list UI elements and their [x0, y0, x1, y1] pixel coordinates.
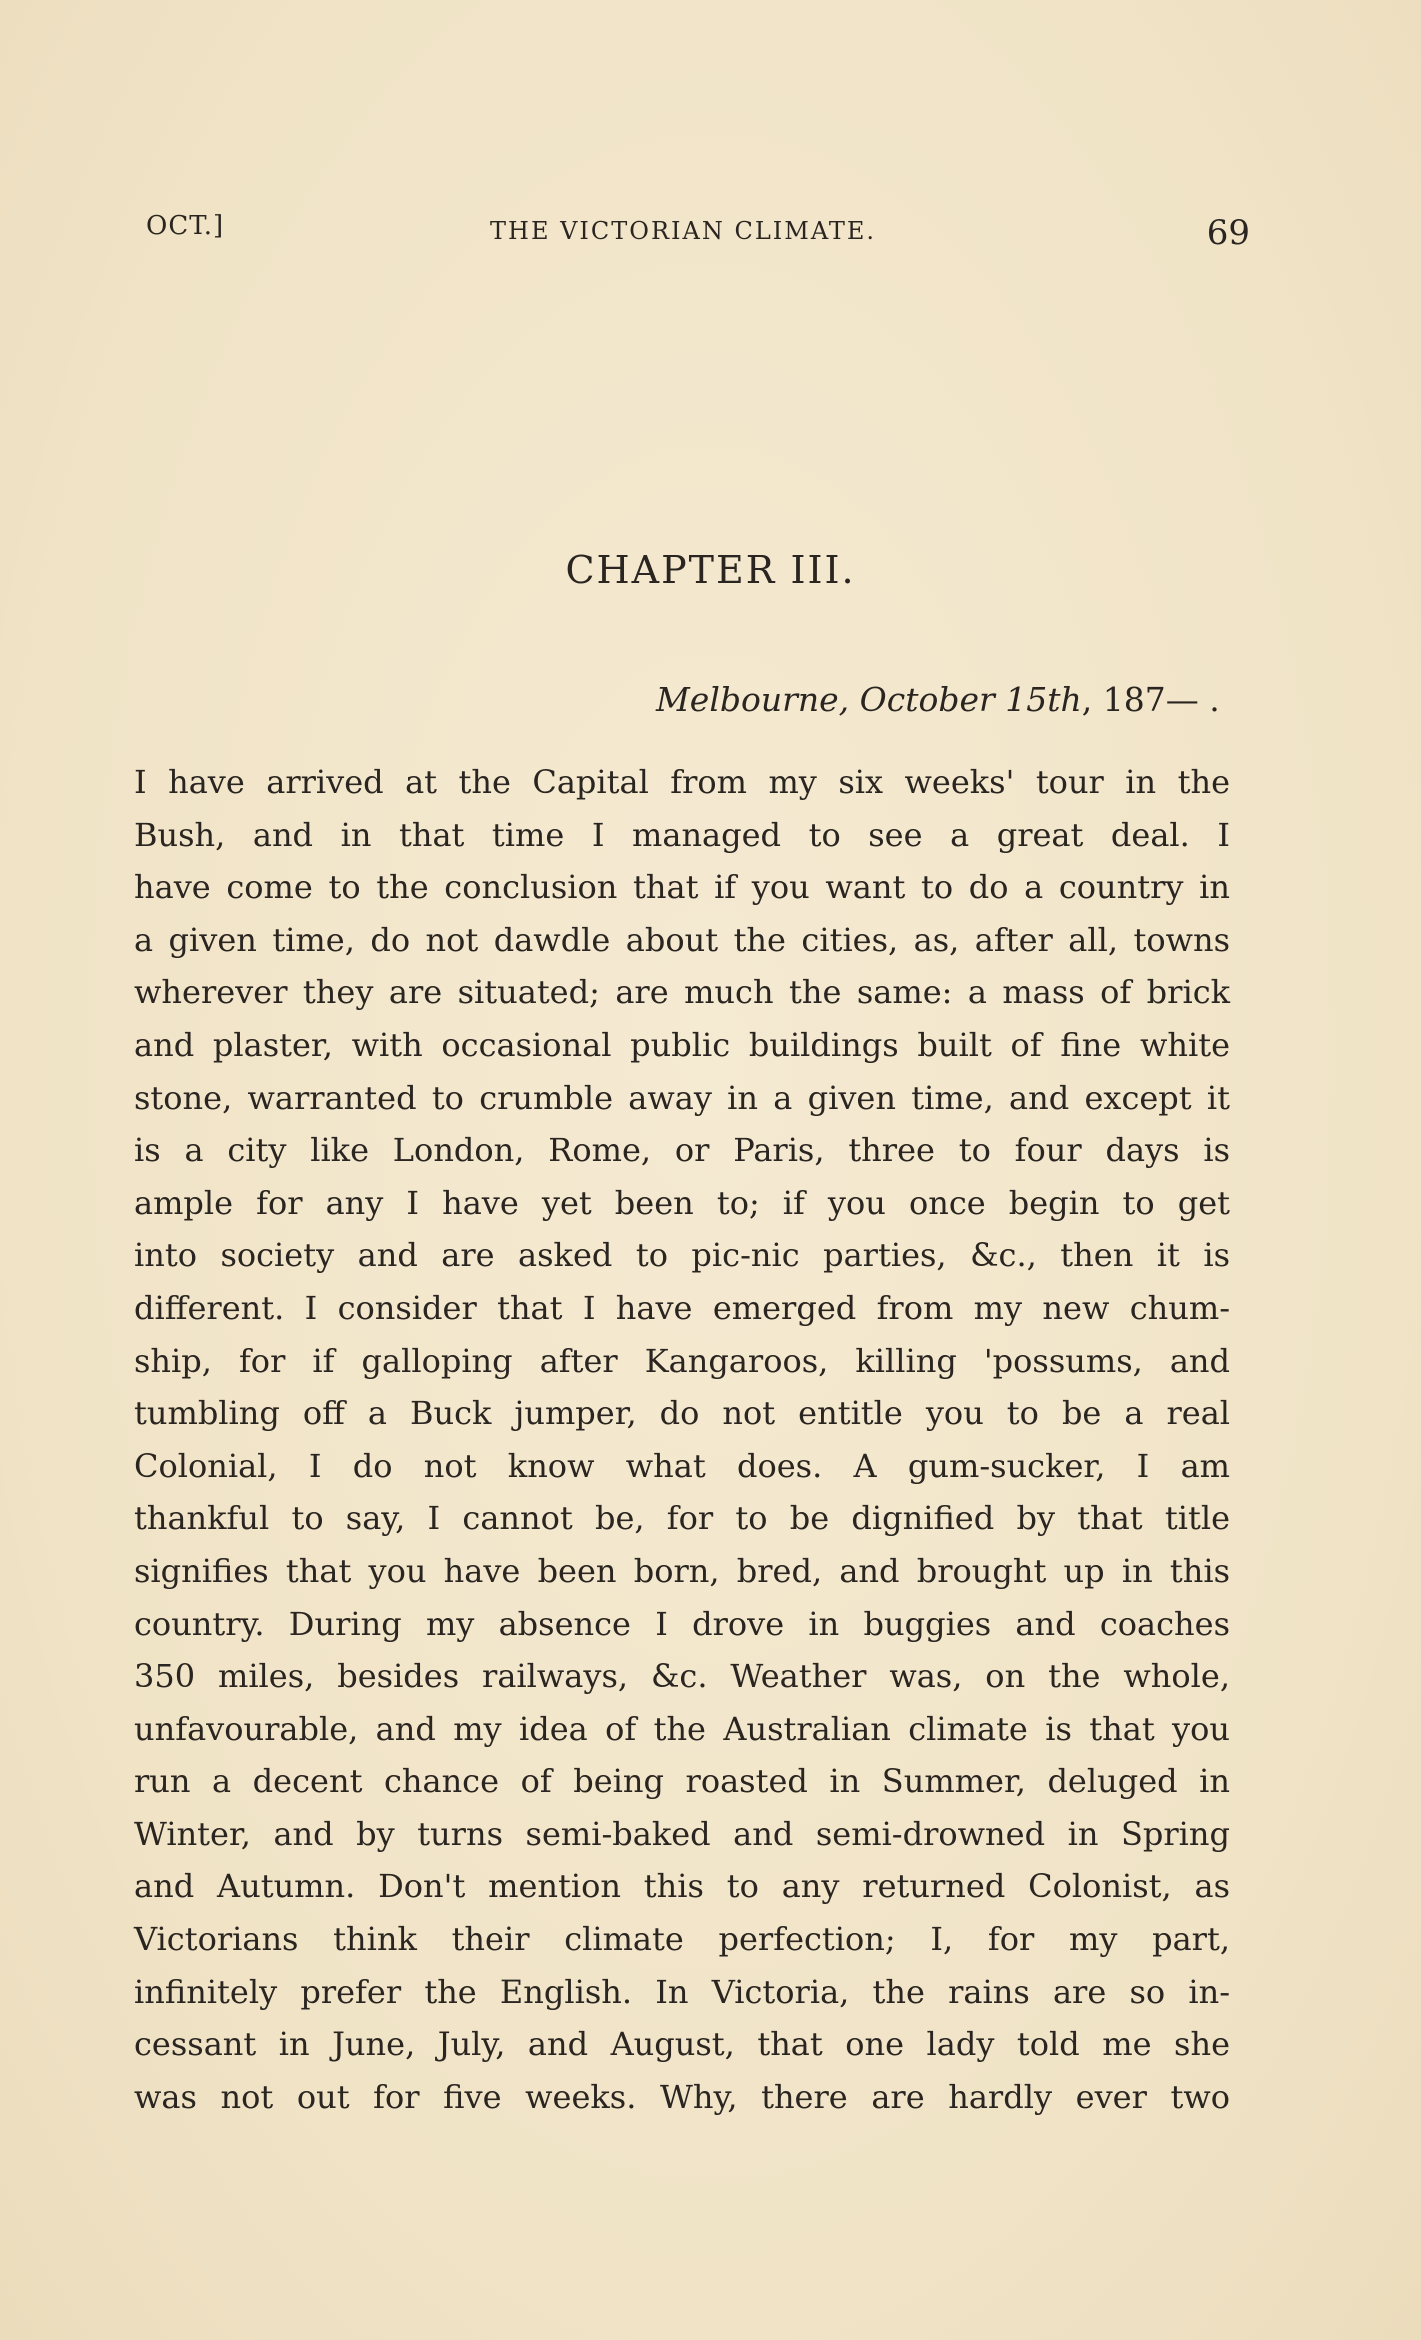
text-line: ample for any I have yet been to; if you once begin to get	[134, 1183, 1230, 1222]
text-line: tumbling off a Buck jumper, do not entitle you to be a real	[134, 1394, 1230, 1433]
text-line: was not out for five weeks. Why, there are hardly ever two	[134, 2077, 1230, 2116]
text-line: Victorians think their climate perfection; I, for my part,	[134, 1920, 1230, 1959]
running-header	[140, 205, 1250, 255]
text-line: and Autumn. Don't mention this to any returned Colonist, as	[134, 1867, 1230, 1906]
text-line: ship, for if galloping after Kangaroos, killing 'possums, and	[134, 1341, 1230, 1380]
header-month: OCT.]	[146, 211, 225, 241]
dateline-year: , 187— .	[1081, 680, 1220, 719]
text-line: thankful to say, I cannot be, for to be dignified by that title	[134, 1499, 1230, 1538]
header-title: THE VICTORIAN CLIMATE.	[490, 217, 876, 245]
text-line: Colonial, I do not know what does. A gum-sucker, I am	[134, 1446, 1230, 1485]
text-line: cessant in June, July, and August, that one lady told me she	[134, 2025, 1230, 2064]
dateline-place: Melbourne, October	[656, 680, 1006, 719]
text-line: infinitely prefer the English. In Victoria, the rains are so in-	[134, 1972, 1230, 2011]
text-line: into society and are asked to pic-nic parties, &c., then it is	[134, 1236, 1230, 1275]
text-line: I have arrived at the Capital from my six weeks' tour in the	[134, 763, 1230, 801]
text-line: a given time, do not dawdle about the cities, as, after all, towns	[134, 920, 1230, 959]
text-line: is a city like London, Rome, or Paris, three to four days is	[134, 1131, 1230, 1170]
dateline-day: 15th	[1005, 680, 1082, 719]
page-number: 69	[1206, 213, 1250, 253]
text-line: country. During my absence I drove in buggies and coaches	[134, 1604, 1230, 1643]
text-line: Winter, and by turns semi-baked and semi-drowned in Spring	[134, 1814, 1230, 1853]
text-line: have come to the conclusion that if you want to do a country in	[134, 868, 1230, 907]
text-line: different. I consider that I have emerged from my new chum-	[134, 1288, 1230, 1327]
text-line: wherever they are situated; are much the same: a mass of brick	[134, 973, 1230, 1012]
chapter-title: CHAPTER III.	[565, 548, 856, 592]
text-line: 350 miles, besides railways, &c. Weather was, on the whole,	[134, 1657, 1230, 1696]
dateline	[656, 680, 1220, 719]
body-text	[134, 756, 1230, 2123]
text-line: signifies that you have been born, bred, and brought up in this	[134, 1551, 1230, 1590]
text-line: unfavourable, and my idea of the Australian climate is that you	[134, 1709, 1230, 1748]
text-line: Bush, and in that time I managed to see a great deal. I	[134, 815, 1230, 854]
text-line: stone, warranted to crumble away in a given time, and except it	[134, 1078, 1230, 1117]
text-line: and plaster, with occasional public buildings built of fine white	[134, 1025, 1230, 1064]
text-line: run a decent chance of being roasted in Summer, deluged in	[134, 1762, 1230, 1801]
